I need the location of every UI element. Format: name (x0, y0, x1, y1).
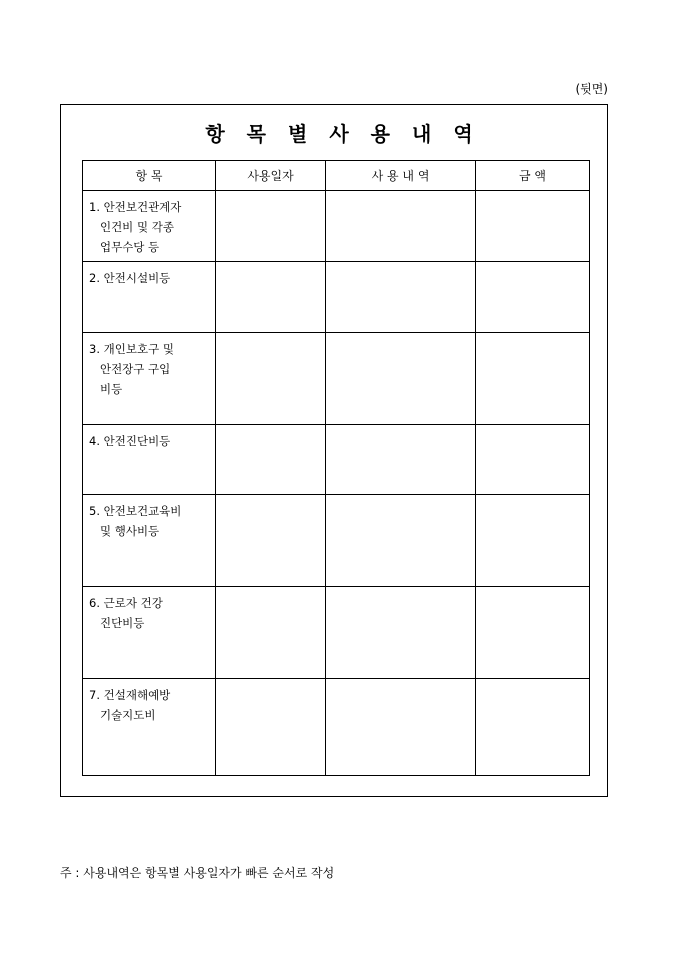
title-char: 용 (370, 122, 392, 146)
table-row (83, 191, 590, 262)
item-label: 3. 개인보호구 및 안전장구 구입 비등 (89, 342, 174, 396)
title-char: 목 (246, 122, 268, 146)
details-cell[interactable] (326, 679, 476, 776)
details-cell[interactable] (326, 191, 476, 262)
date-cell[interactable] (216, 333, 326, 425)
table-row (83, 333, 590, 425)
table-row (83, 495, 590, 587)
amount-cell[interactable] (476, 425, 590, 495)
header-date: 사용일자 (216, 161, 326, 191)
item-label: 2. 안전시설비등 (89, 271, 171, 285)
date-cell[interactable] (216, 587, 326, 679)
date-cell[interactable] (216, 425, 326, 495)
title-char: 내 (411, 122, 434, 146)
amount-cell[interactable] (476, 587, 590, 679)
date-cell[interactable] (216, 262, 326, 333)
title-char: 항 (205, 122, 227, 146)
item-cell (83, 587, 216, 679)
amount-cell[interactable] (476, 333, 590, 425)
details-cell[interactable] (326, 587, 476, 679)
usage-table (82, 160, 590, 776)
header-amount: 금 액 (476, 161, 590, 191)
amount-cell[interactable] (476, 679, 590, 776)
header-details: 사 용 내 역 (326, 161, 476, 191)
item-cell (83, 495, 216, 587)
item-label: 4. 안전진단비등 (89, 434, 171, 448)
item-label: 6. 근로자 건강 진단비등 (89, 596, 163, 630)
item-cell (83, 425, 216, 495)
table-row (83, 587, 590, 679)
amount-cell[interactable] (476, 262, 590, 333)
details-cell[interactable] (326, 262, 476, 333)
item-cell (83, 262, 216, 333)
date-cell[interactable] (216, 495, 326, 587)
item-label: 5. 안전보건교육비 및 행사비등 (89, 504, 182, 538)
date-cell[interactable] (216, 679, 326, 776)
item-cell (83, 333, 216, 425)
table-row (83, 425, 590, 495)
header-item: 항 목 (83, 161, 216, 191)
details-cell[interactable] (326, 425, 476, 495)
details-cell[interactable] (326, 333, 476, 425)
item-cell (83, 679, 216, 776)
item-label: 7. 건설재해예방 기술지도비 (89, 688, 171, 722)
amount-cell[interactable] (476, 495, 590, 587)
document-title (0, 118, 680, 147)
date-cell[interactable] (216, 191, 326, 262)
amount-cell[interactable] (476, 191, 590, 262)
table-row (83, 679, 590, 776)
title-char: 별 (288, 122, 310, 146)
footnote: 주 : 사용내역은 항목별 사용일자가 빠른 순서로 작성 (60, 866, 335, 880)
table-header-row (83, 161, 590, 191)
page-side-note: (뒷면) (575, 82, 608, 96)
title-char: 사 (329, 122, 351, 146)
item-label: 1. 안전보건관계자 인건비 및 각종 업무수당 등 (89, 200, 182, 254)
details-cell[interactable] (326, 495, 476, 587)
title-char: 역 (453, 122, 475, 146)
table-row (83, 262, 590, 333)
item-cell (83, 191, 216, 262)
